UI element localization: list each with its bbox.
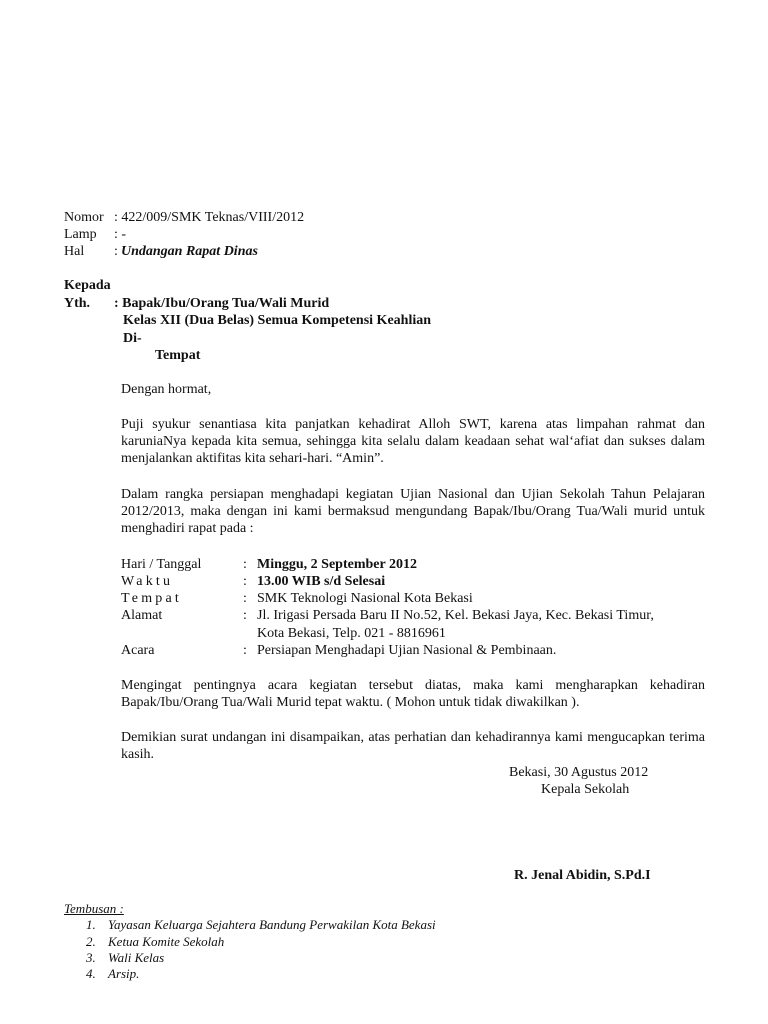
- salutation: Dengan hormat,: [121, 382, 212, 397]
- signature-position: Kepala Sekolah: [541, 782, 630, 797]
- alamat-value-2: Kota Bekasi, Telp. 021 - 8816961: [257, 626, 446, 641]
- tembusan-number: 3.: [86, 950, 96, 965]
- tembusan-item: Ketua Komite Sekolah: [108, 934, 225, 949]
- hari-colon: :: [243, 557, 247, 572]
- paragraph-purpose: Dalam rangka persiapan menghadapi kegiatan Ujian Nasional dan Ujian Sekolah Tahun Pelajaran 2012/2013, maka dengan ini kami bermaksud mengundang Bapak/Ibu/Orang Tua/Wali murid untuk menghadiri rapat pada :: [121, 487, 705, 536]
- tembusan-item: Yayasan Keluarga Sejahtera Bandung Perwakilan Kota Bekasi: [108, 917, 436, 932]
- recipient-line-4: Tempat: [155, 348, 201, 363]
- waktu-colon: :: [243, 574, 247, 589]
- alamat-value-1: Jl. Irigasi Persada Baru II No.52, Kel. Bekasi Jaya, Kec. Bekasi Timur,: [257, 608, 654, 623]
- signature-place-date: Bekasi, 30 Agustus 2012: [509, 765, 649, 780]
- acara-value: Persiapan Menghadapi Ujian Nasional & Pembinaan.: [257, 643, 557, 658]
- recipient-line-1: : Bapak/Ibu/Orang Tua/Wali Murid: [114, 296, 330, 311]
- recipient-line-2: Kelas XII (Dua Belas) Semua Kompetensi Keahlian: [123, 313, 432, 328]
- tempat-colon: :: [243, 591, 247, 606]
- lamp-label: Lamp: [64, 227, 97, 242]
- paragraph-attendance: Mengingat pentingnya acara kegiatan tersebut diatas, maka kami mengharapkan kehadiran Bapak/Ibu/Orang Tua/Wali Murid tepat waktu. ( Mohon untuk tidak diwakilkan ).: [121, 678, 705, 710]
- hari-label: Hari / Tanggal: [121, 557, 202, 572]
- hari-value: Minggu, 2 September 2012: [257, 557, 417, 572]
- hal-value: Undangan Rapat Dinas: [121, 244, 258, 259]
- waktu-label: Waktu: [121, 574, 174, 589]
- waktu-value: 13.00 WIB s/d Selesai: [257, 574, 386, 589]
- alamat-colon: :: [243, 608, 247, 623]
- acara-colon: :: [243, 643, 247, 658]
- paragraph-opening: Puji syukur senantiasa kita panjatkan kehadirat Alloh SWT, karena atas limpahan rahmat dan karuniaNya kepada kita semua, sehingga kita selalu dalam keadaan sehat wal‘afiat dan sukses dalam menjalankan aktifitas kita sehari-hari. “Amin”.: [121, 417, 705, 466]
- tembusan-title: Tembusan :: [64, 901, 124, 916]
- hal-colon: :: [114, 244, 118, 259]
- acara-label: Acara: [121, 643, 155, 658]
- tembusan-number: 1.: [86, 917, 96, 932]
- tempat-label: Tempat: [121, 591, 182, 606]
- recipient-line-3: Di-: [123, 331, 142, 346]
- tempat-value: SMK Teknologi Nasional Kota Bekasi: [257, 591, 473, 606]
- lamp-value: : -: [114, 227, 127, 242]
- tembusan-item: Wali Kelas: [108, 950, 165, 965]
- nomor-value: : 422/009/SMK Teknas/VIII/2012: [114, 210, 305, 225]
- hal-label: Hal: [64, 244, 85, 259]
- paragraph-closing: Demikian surat undangan ini disampaikan, atas perhatian dan kehadirannya kami mengucapkan terima kasih.: [121, 730, 705, 762]
- yth-label: Yth.: [64, 296, 91, 311]
- nomor-label: Nomor: [64, 210, 104, 225]
- kepada-label: Kepada: [64, 278, 111, 293]
- alamat-label: Alamat: [121, 608, 163, 623]
- tembusan-number: 4.: [86, 966, 96, 981]
- signature-name: R. Jenal Abidin, S.Pd.I: [514, 868, 651, 883]
- tembusan-number: 2.: [86, 934, 96, 949]
- tembusan-item: Arsip.: [108, 966, 140, 981]
